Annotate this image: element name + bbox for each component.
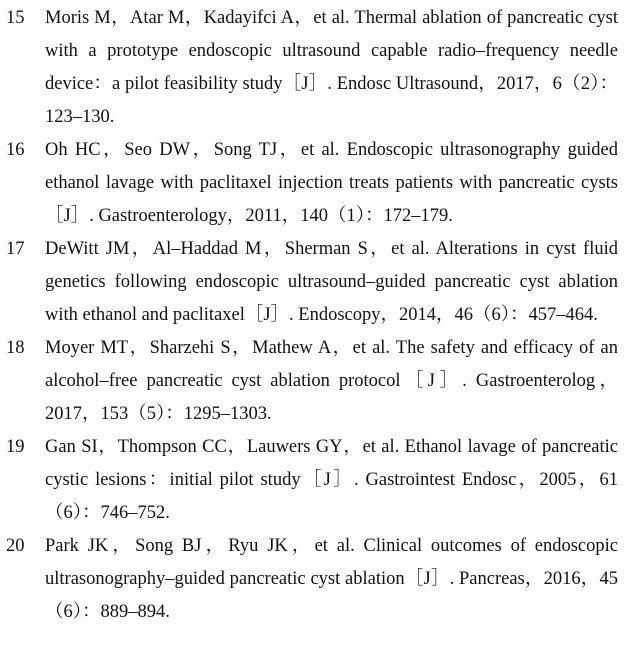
reference-number: 17 (6, 239, 25, 259)
reference-entry-19 (0, 431, 626, 530)
reference-number: 20 (6, 536, 25, 556)
reference-text: DeWitt JM，Al–Haddad M，Sherman S，et al. Alterations in cyst fluid genetics following endoscopic ultrasound–guided pancreatic cyst ablation with ethanol and paclitaxel［J］. Endoscopy，2014，46（6）：457–464. (45, 239, 618, 325)
reference-number: 18 (6, 338, 25, 358)
reference-entry-20 (0, 530, 626, 629)
reference-text: Moyer MT，Sharzehi S，Mathew A，et al. The safety and efficacy of an alcohol–free pancreatic cyst ablation protocol［J］. Gastroenterolog，2017，153（5）：1295–1303. (45, 338, 618, 424)
reference-entry-17 (0, 233, 626, 332)
reference-entry-15 (0, 2, 626, 134)
reference-entry-18 (0, 332, 626, 431)
reference-text: Park JK，Song BJ，Ryu JK，et al. Clinical outcomes of endoscopic ultrasonography–guided pancreatic cyst ablation［J］. Pancreas，2016，45（6）：889–894. (45, 536, 618, 622)
reference-text: Gan SI，Thompson CC，Lauwers GY，et al. Ethanol lavage of pancreatic cystic lesions：initial pilot study［J］. Gastrointest Endosc，2005，61（6）：746–752. (45, 437, 618, 523)
reference-text: Oh HC，Seo DW，Song TJ，et al. Endoscopic ultrasonography guided ethanol lavage with paclitaxel injection treats patients with pancreatic cysts［J］. Gastroenterology，2011，140（1）：172–179. (45, 140, 618, 226)
reference-text: Moris M，Atar M，Kadayifci A，et al. Thermal ablation of pancreatic cyst with a prototype endoscopic ultrasound capable radio–frequency needle device：a pilot feasibility study［J］. Endosc Ultrasound，2017，6（2）：123–130. (45, 8, 618, 127)
reference-number: 15 (6, 8, 25, 28)
reference-number: 16 (6, 140, 25, 160)
reference-number: 19 (6, 437, 25, 457)
reference-entry-16 (0, 134, 626, 233)
